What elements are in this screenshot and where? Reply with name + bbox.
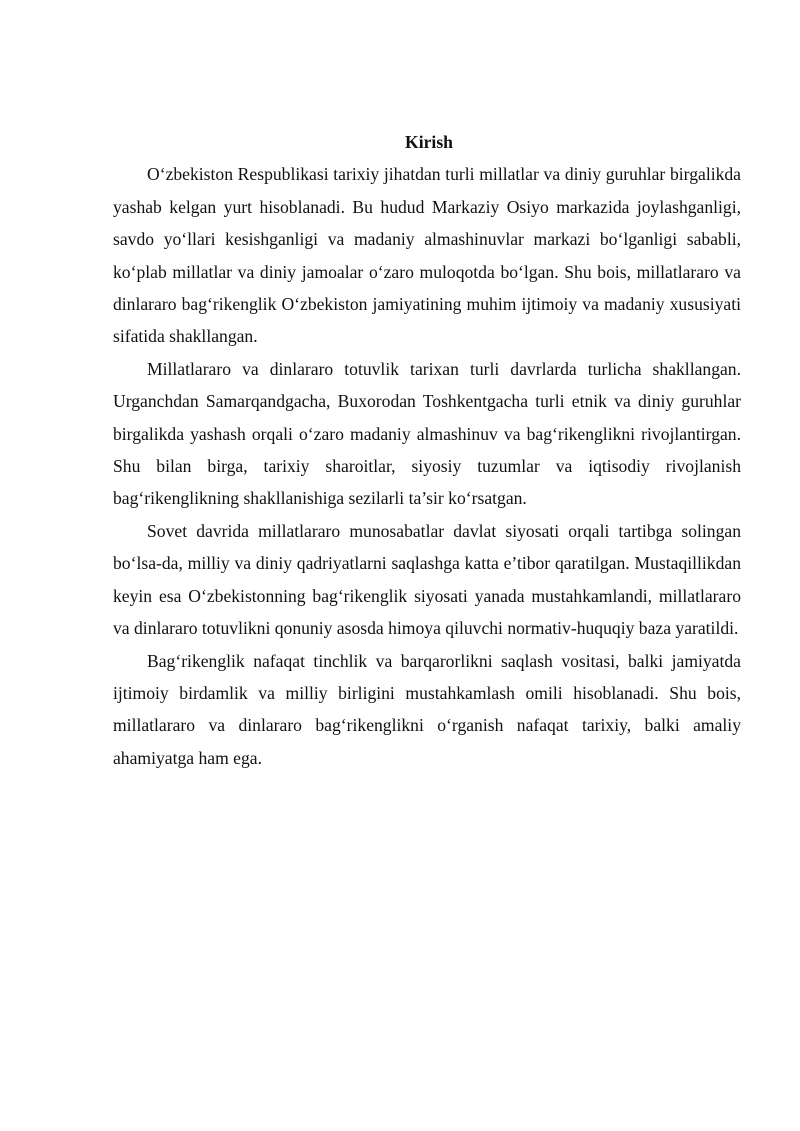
paragraph-1: O‘zbekiston Respublikasi tarixiy jihatdan turli millatlar va diniy guruhlar birgalikda yashab kelgan yurt hisoblanadi. Bu hudud Markaziy Osiyo markazida joylashganligi, savdo yo‘llari kesishganligi va madaniy almashinuvlar markazi bo‘lganligi sababli, ko‘plab millatlar va diniy jamoalar o‘zaro muloqotda bo‘lgan. Shu bois, millatlararo va dinlararo bag‘rikenglik O‘zbekiston jamiyatining muhim ijtimoiy va madaniy xususiyati sifatida shakllangan.	[113, 164, 741, 347]
paragraph-3: Sovet davrida millatlararo munosabatlar davlat siyosati orqali tartibga solingan bo‘lsa-da, milliy va diniy qadriyatlarni saqlashga katta e’tibor qaratilgan. Mustaqillikdan keyin esa O‘zbekistonning bag‘rikenglik siyosati yanada mustahkamlandi, millatlararo va dinlararo totuvlikni qonuniy asosda himoya qiluvchi normativ-huquqiy baza yaratildi.	[113, 520, 741, 639]
section-title: Kirish	[405, 132, 453, 152]
document-body	[113, 126, 741, 774]
paragraph-2: Millatlararo va dinlararo totuvlik tarixan turli davrlarda turlicha shakllangan. Urganchdan Samarqandgacha, Buxorodan Toshkentgacha turli etnik va diniy guruhlar birgalikda yashash orqali o‘zaro madaniy almashinuv va bag‘rikenglikni rivojlantirgan. Shu bilan birga, tarixiy sharoitlar, siyosiy tuzumlar va iqtisodiy rivojlanish bag‘rikenglikning shakllanishiga sezilarli ta’sir ko‘rsatgan.	[113, 358, 741, 509]
paragraph-4: Bag‘rikenglik nafaqat tinchlik va barqarorlikni saqlash vositasi, balki jamiyatda ijtimoiy birdamlik va milliy birligini mustahkamlash omili hisoblanadi. Shu bois, millatlararo va dinlararo bag‘rikenglikni o‘rganish nafaqat tarixiy, balki amaliy ahamiyatga ham ega.	[113, 650, 741, 768]
